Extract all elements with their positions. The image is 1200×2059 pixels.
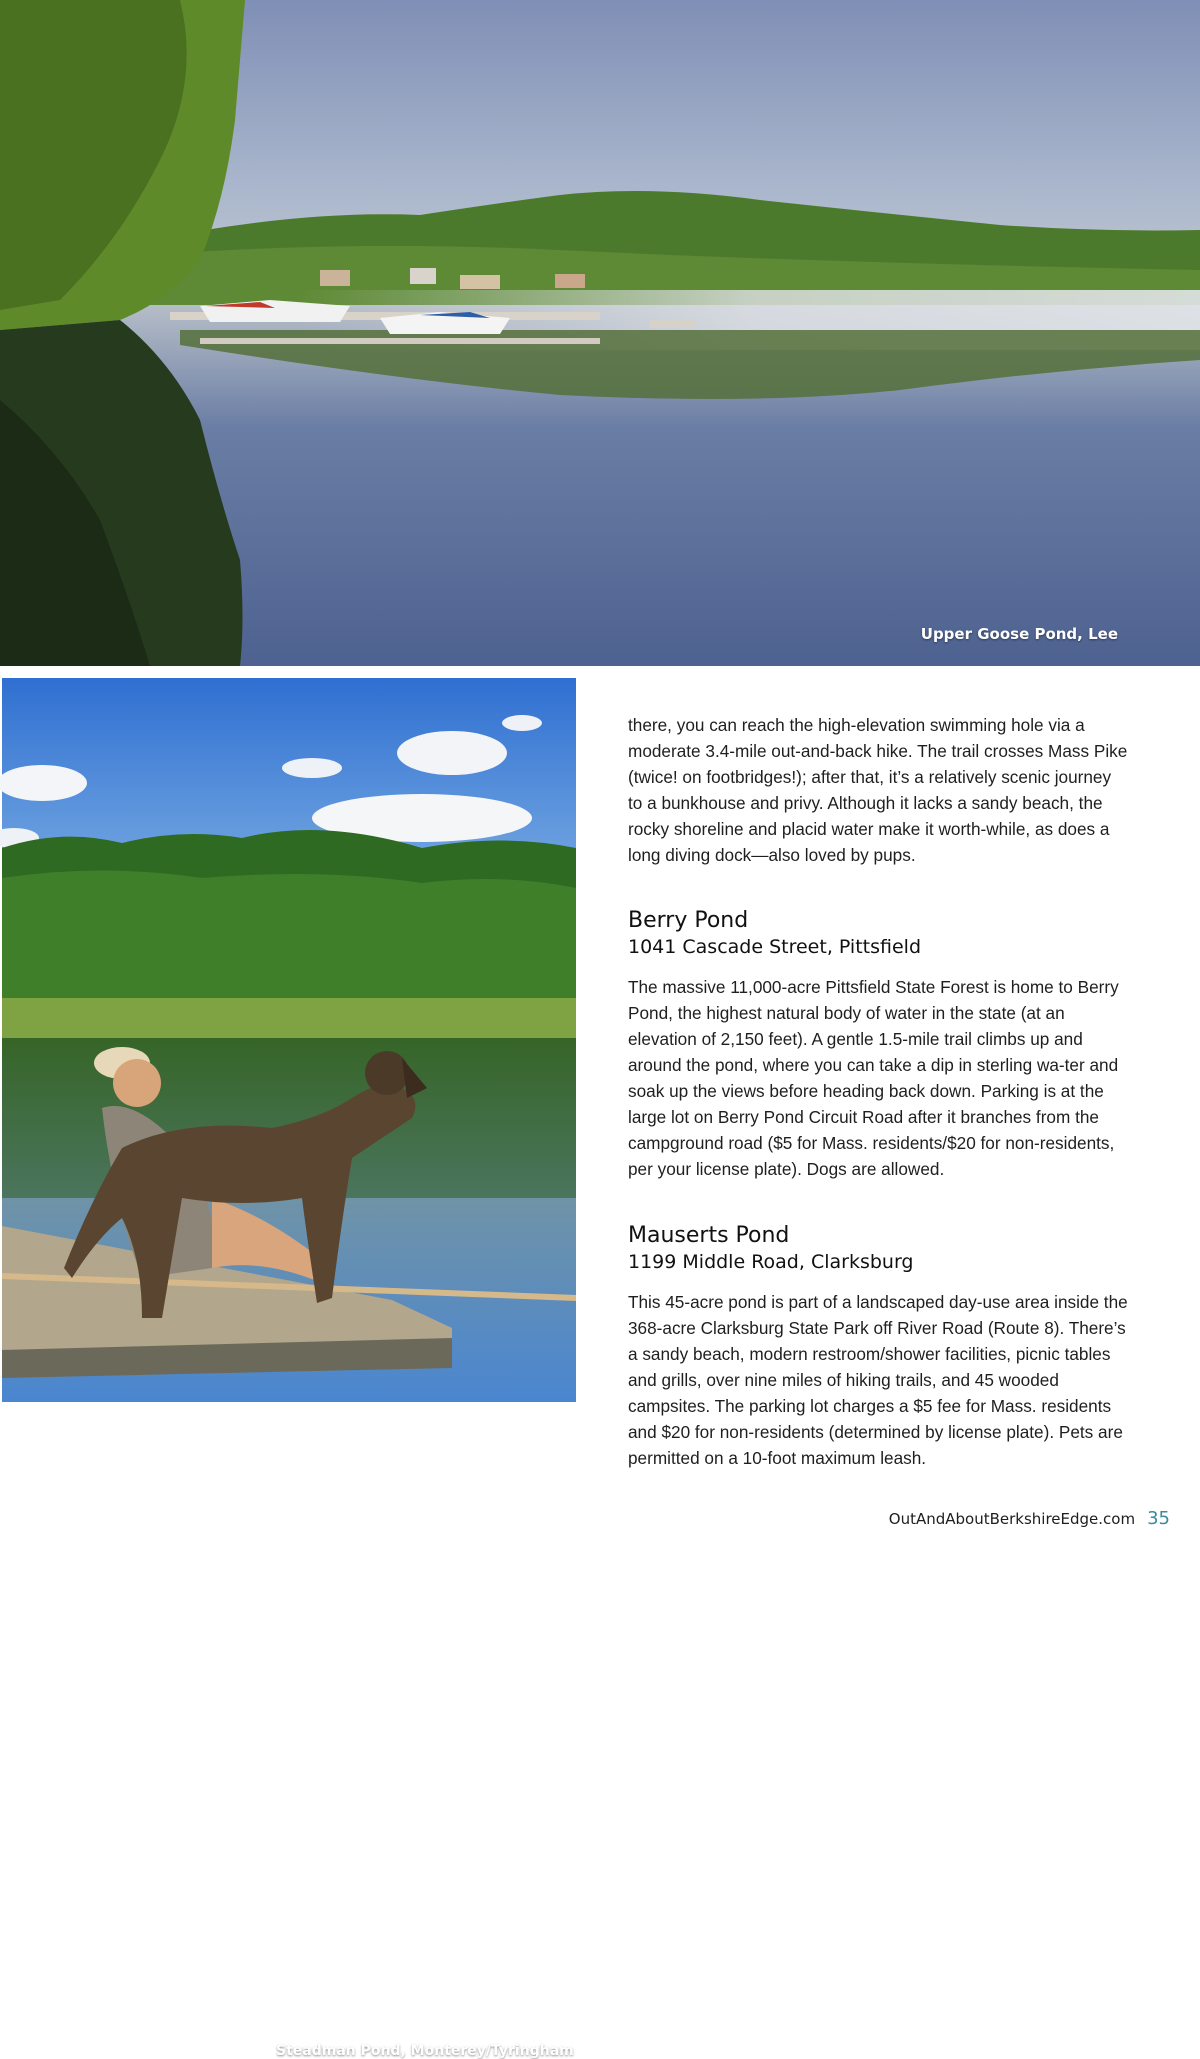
intro-paragraph: there, you can reach the high-elevation swimming hole via a moderate 3.4-mile out-and-back hike. The trail crosses Mass Pike (twice! on footbridges!); after that, it’s a relatively scenic journey to a bunkhouse and privy. Although it lacks a sandy beach, the rocky shoreline and placid water make it worth-while, as does a long diving dock—also loved by pups. [628, 715, 1128, 865]
photo-steadman-pond [2, 678, 576, 2059]
section-address: 1041 Cascade Street, Pittsfield [628, 936, 922, 958]
section-address: 1199 Middle Road, Clarksburg [628, 1251, 914, 1273]
section-title: Mauserts Pond [628, 1223, 790, 1248]
section-header-berry-pond [628, 907, 921, 961]
section-body: This 45-acre pond is part of a landscaped day-use area inside the 368-acre Clarksburg State Park off River Road (Route 8). There’s a sandy beach, modern restroom/shower facilities, picnic tables and grills, over nine miles of hiking trails, and 45 wooded campsites. The parking lot charges a $5 fee for Mass. residents and $20 for non-residents (determined by license plate). Pets are permitted on a 10-foot maximum leash. [628, 1292, 1128, 1468]
footer-site-url: OutAndAboutBerkshireEdge.com [888, 1510, 1136, 1528]
photo-caption: Steadman Pond, Monterey/Tyringham [276, 2043, 574, 2059]
page-footer [889, 1508, 1170, 1529]
page-number: 35 [1147, 1508, 1170, 1529]
section-body: The massive 11,000-acre Pittsfield State Forest is home to Berry Pond, the highest natural body of water in the state (at an elevation of 2,150 feet). A gentle 1.5-mile trail climbs up and around the pond, where you can take a dip in sterling wa-ter and soak up the views before heading back down. Parking is at the large lot on Berry Pond Circuit Road after it branches from the campground road ($5 for Mass. residents/$20 for non-residents, per your license plate). Dogs are allowed. [628, 977, 1119, 1179]
lake-photo-illustration [0, 0, 1200, 666]
photo-caption: Upper Goose Pond, Lee [920, 625, 1118, 643]
photo-upper-goose-pond [0, 0, 1200, 666]
section-title: Berry Pond [628, 908, 749, 933]
dock-dog-photo-illustration [2, 678, 576, 1402]
section-header-mauserts-pond [628, 1222, 914, 1276]
